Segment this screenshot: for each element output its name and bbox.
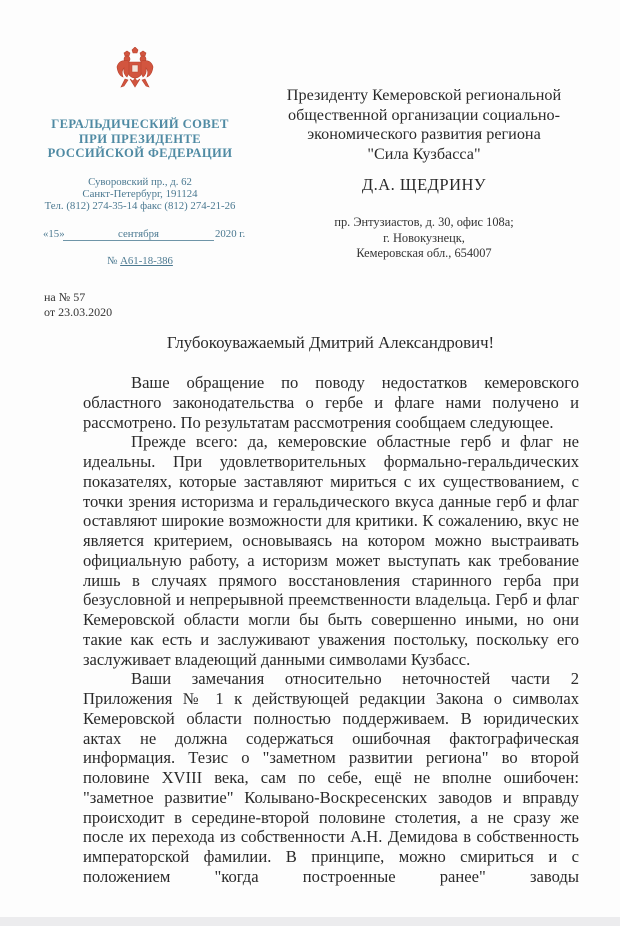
coat-of-arms-icon <box>115 47 155 93</box>
addressee-address-line: Кемеровская обл., 654007 <box>356 246 492 261</box>
body-paragraph: Прежде всего: да, кемеровские областные герб и флаг не идеальны. При удовлетворительных формально-геральдических показателях, которые заставляют мириться с их существованием, с точки зрения историзма и геральдического вкуса данные герб и флаг оставляют широкие возможности для критики. К сожалению, вкус не является критерием, основываясь на котором можно выстраивать официальную работу, а историзм может выступать как требование лишь в случаях прямого восстановления старинного герба при безусловной и непрерывной преемственности владельца. Герб и флаг Кемеровской области могли бы быть совершенно иными, но они такие как есть и заслуживают уважения постольку, поскольку его заслуживает владеющий данными символами Кузбасс. <box>83 432 579 669</box>
addressee-address <box>278 215 570 262</box>
addressee-line: Президенту Кемеровской региональной <box>286 86 562 104</box>
salutation: Глубокоуважаемый Дмитрий Александрович! <box>166 333 495 352</box>
date-month: сентября <box>63 228 214 241</box>
organization-address <box>20 177 260 212</box>
org-name-line: ГЕРАЛЬДИЧЕСКИЙ СОВЕТ <box>51 117 229 131</box>
reply-reference <box>44 290 112 319</box>
date-day: «15» <box>43 228 65 240</box>
addressee-name: Д.А. ЩЕДРИНУ <box>361 175 487 194</box>
address-line: Суворовский пр., д. 62 <box>88 176 192 188</box>
body-paragraph: Ваши замечания относительно неточностей части 2 Приложения № 1 к действующей редакции Закона о символах Кемеровской области полностью поддерживаем. В юридических актах не должна содержаться ошибочная фактографическая информация. Тезис о "заметном развитии региона" во второй половине XVIII века, сам по себе, ещё не вполне ошибочен: "заметное развитие" Колывано-Воскресенских заводов и вправду происходит в середине-второй половине столетия, а не сразу же после их перехода из собственности А.Н. Демидова в собственность императорской фамилии. В принципе, можно смириться и с положением "когда построенные ранее" заводы <box>83 669 579 886</box>
ref-number: А61-18-386 <box>120 255 173 267</box>
org-name-line: ПРИ ПРЕЗИДЕНТЕ <box>78 131 202 146</box>
letter-date <box>43 228 258 242</box>
address-line: Санкт-Петербург, 191124 <box>82 187 198 200</box>
addressee-line: "Сила Кузбасса" <box>367 144 481 163</box>
ref-prefix: № <box>107 255 118 267</box>
addressee-line: общественной организации социально- <box>288 105 560 124</box>
page-bottom-edge <box>0 917 620 926</box>
body-paragraph: Ваше обращение по поводу недостатков кемеровского областного законодательства о гербе и флаге нами получено и рассмотрено. По результатам рассмотрения сообщаем следующее. <box>83 373 579 432</box>
letter-body <box>83 373 579 887</box>
addressee-title <box>278 86 570 164</box>
organization-name <box>30 117 250 161</box>
reference-number <box>30 255 250 267</box>
addressee-address-line: пр. Энтузиастов, д. 30, офис 108а; <box>334 215 514 229</box>
address-line: Тел. (812) 274-35-14 факс (812) 274-21-26 <box>44 199 236 212</box>
org-name-line: РОССИЙСКОЙ ФЕДЕРАЦИИ <box>47 146 233 160</box>
addressee-address-line: г. Новокузнецк, <box>383 230 465 245</box>
addressee-line: экономического развития региона <box>307 125 541 144</box>
date-year: 2020 г. <box>215 228 246 240</box>
reply-number: на № 57 <box>44 290 86 304</box>
reply-date: от 23.03.2020 <box>44 304 113 319</box>
